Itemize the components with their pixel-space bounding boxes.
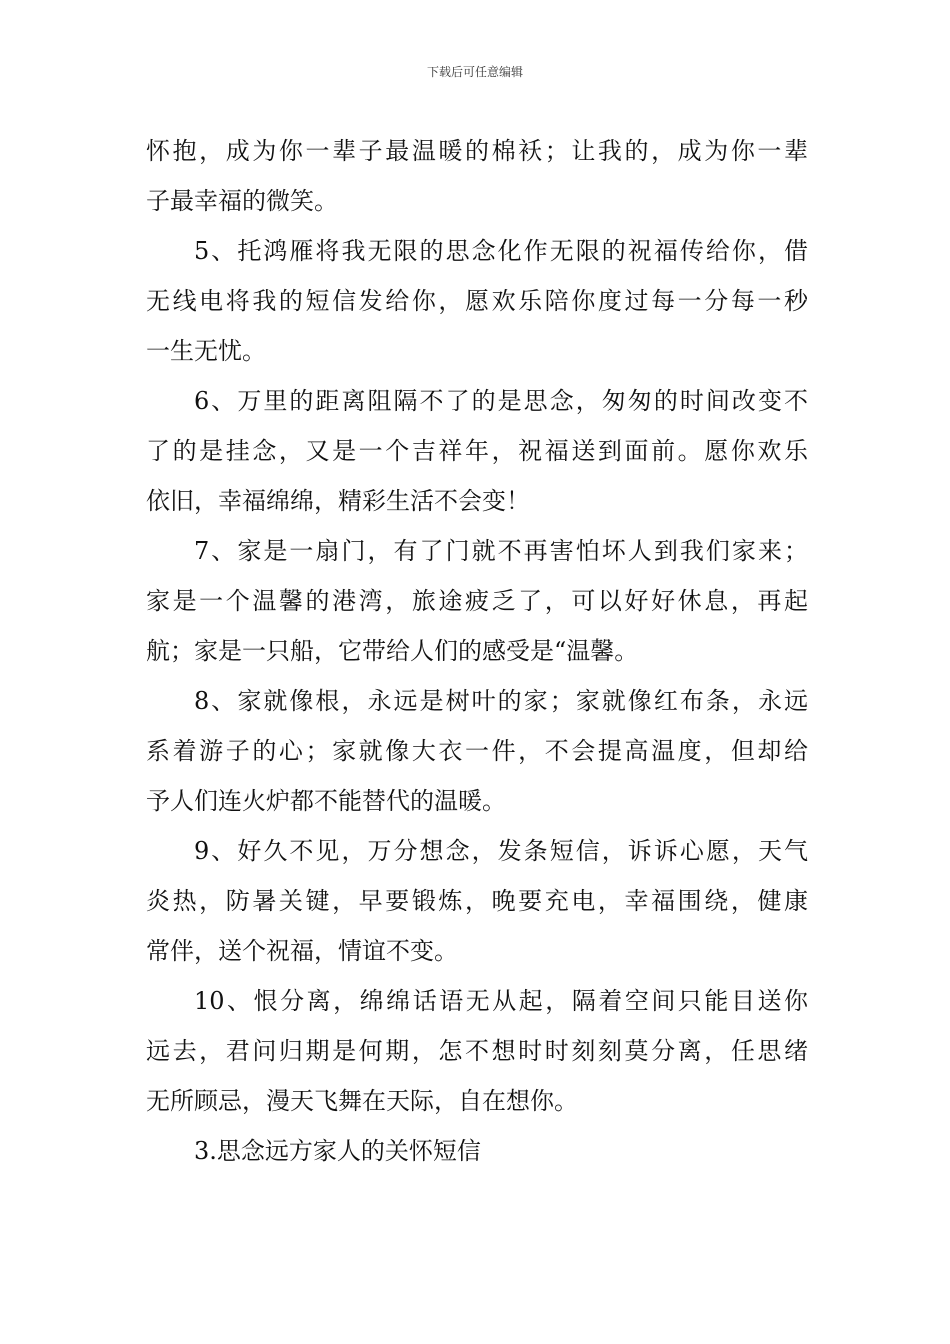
text-line: 无线电将我的短信发给你，愿欢乐陪你度过每一分每一秒 <box>146 287 808 315</box>
text-line: 远去，君问归期是何期，怎不想时时刻刻莫分离，任思绪 <box>146 1037 808 1065</box>
text-line: 了的是挂念，又是一个吉祥年，祝福送到面前。愿你欢乐 <box>146 437 808 465</box>
section-heading <box>146 1126 808 1176</box>
text-line: 6、万里的距离阻隔不了的是思念，匆匆的时间改变不 <box>194 387 808 415</box>
text-line: 10、恨分离，绵绵话语无从起，隔着空间只能目送你 <box>194 987 808 1015</box>
paragraph <box>146 226 808 376</box>
paragraph <box>146 826 808 976</box>
text-line: 8、家就像根，永远是树叶的家；家就像红布条，永远 <box>194 687 808 715</box>
text-line: 子最幸福的微笑。 <box>146 187 338 215</box>
text-line: 无所顾忌，漫天飞舞在天际，自在想你。 <box>146 1087 578 1115</box>
text-line: 怀抱，成为你一辈子最温暖的棉袄；让我的，成为你一辈 <box>146 137 808 165</box>
text-line: 常伴，送个祝福，情谊不变。 <box>146 937 458 965</box>
text-line: 予人们连火炉都不能替代的温暖。 <box>146 787 506 815</box>
text-line: 3.思念远方家人的关怀短信 <box>194 1137 481 1165</box>
paragraph <box>146 526 808 676</box>
text-line: 9、好久不见，万分想念，发条短信，诉诉心愿，天气 <box>194 837 808 865</box>
text-line: 一生无忧。 <box>146 337 266 365</box>
text-line: 系着游子的心；家就像大衣一件，不会提高温度，但却给 <box>146 737 808 765</box>
text-line: 5、托鸿雁将我无限的思念化作无限的祝福传给你，借 <box>194 237 808 265</box>
text-line: 炎热，防暑关键，早要锻炼，晚要充电，幸福围绕，健康 <box>146 887 808 915</box>
page-header: 下载后可任意编辑 <box>426 65 523 79</box>
paragraph <box>146 126 808 226</box>
paragraph <box>146 676 808 826</box>
text-line: 家是一个温馨的港湾，旅途疲乏了，可以好好休息，再起 <box>146 587 808 615</box>
text-line: 依旧，幸福绵绵，精彩生活不会变！ <box>146 487 530 515</box>
document-body <box>146 126 808 1176</box>
text-line: 航；家是一只船，它带给人们的感受是“温馨。 <box>146 637 639 665</box>
paragraph <box>146 376 808 526</box>
text-line: 7、家是一扇门，有了门就不再害怕坏人到我们家来； <box>194 537 808 565</box>
paragraph <box>146 976 808 1126</box>
